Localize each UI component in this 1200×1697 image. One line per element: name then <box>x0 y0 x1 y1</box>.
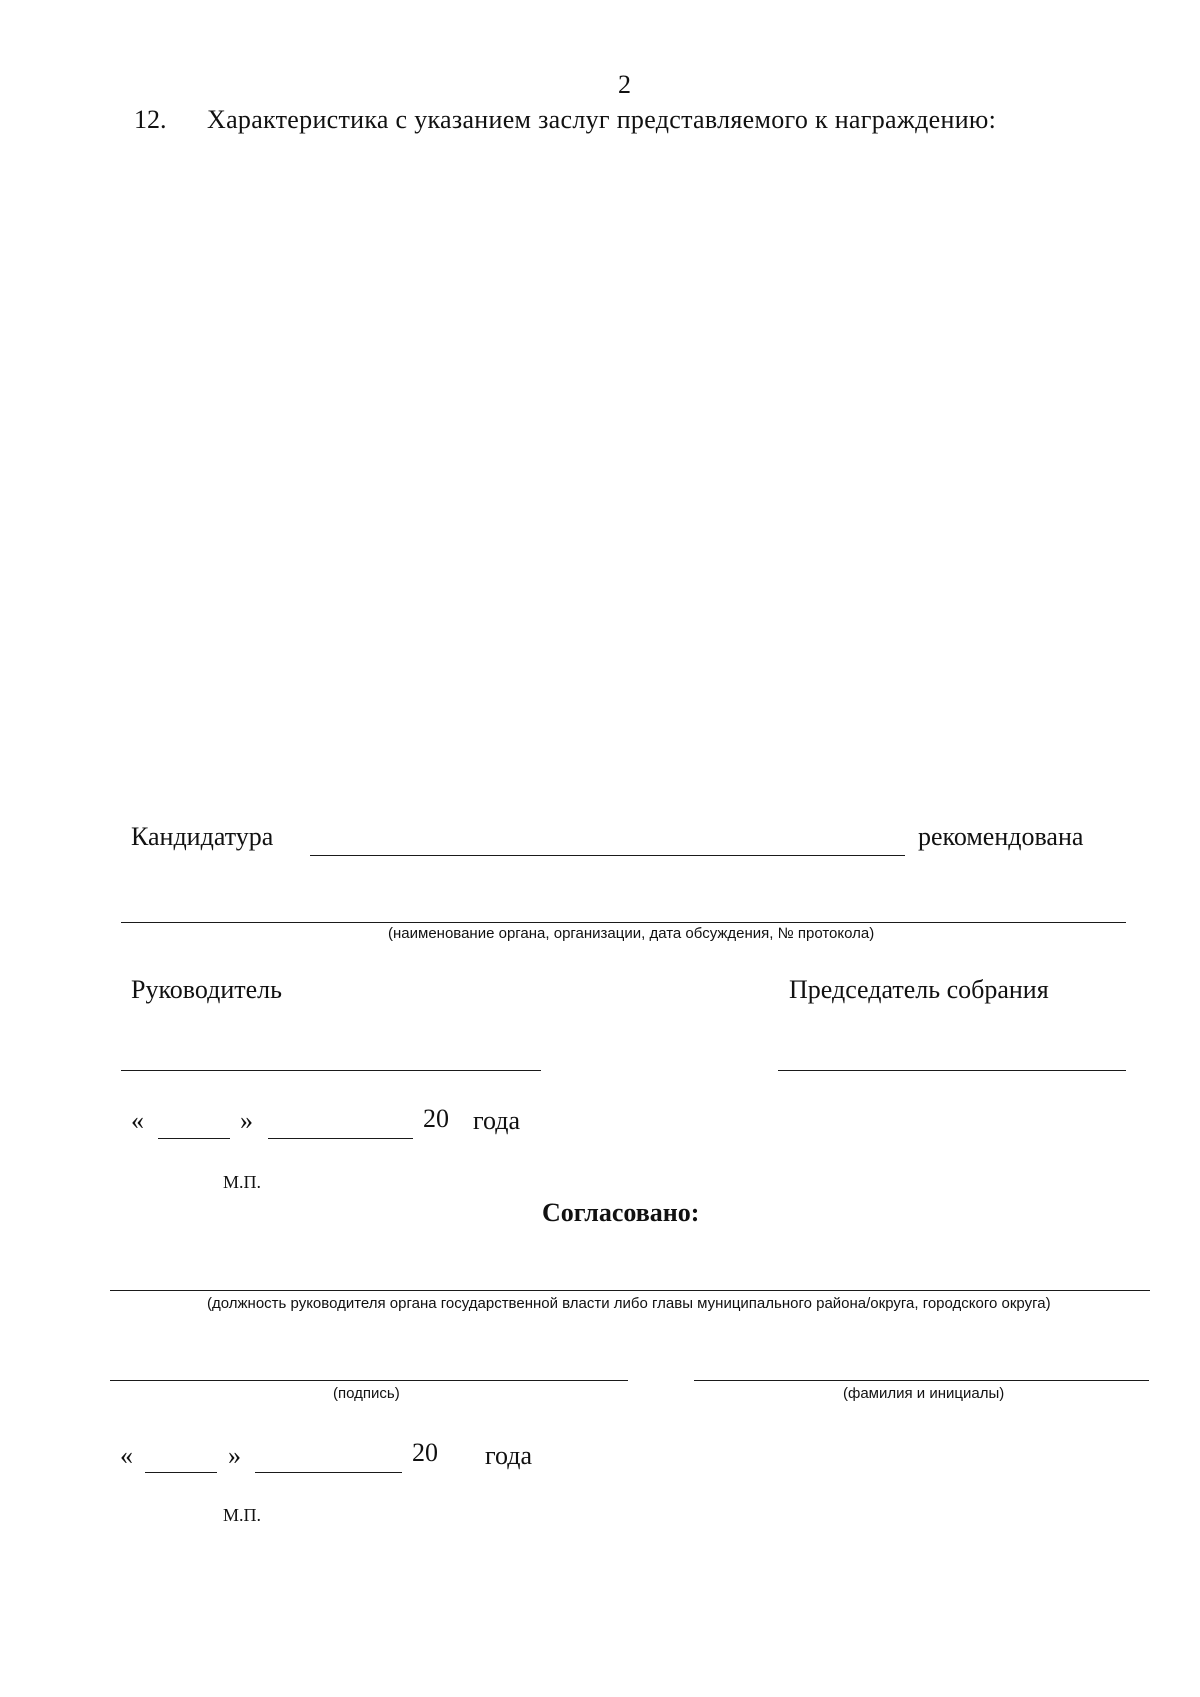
date-open-quote: « <box>131 1106 144 1135</box>
approval-signature-line[interactable] <box>110 1380 628 1381</box>
item-number: 12. <box>134 105 167 134</box>
approved-title: Согласовано: <box>542 1198 700 1227</box>
signature-caption: (подпись) <box>333 1385 400 1402</box>
year-word: года <box>473 1106 521 1135</box>
chairman-signature-line[interactable] <box>778 1070 1126 1071</box>
month-blank-line[interactable] <box>268 1138 413 1139</box>
name-caption: (фамилия и инициалы) <box>843 1385 1005 1402</box>
head-label: Руководитель <box>131 975 282 1004</box>
year2-prefix: 20 <box>412 1438 438 1467</box>
year-prefix: 20 <box>423 1104 449 1133</box>
candidacy-label: Кандидатура <box>131 822 274 851</box>
stamp2-label: М.П. <box>223 1505 262 1525</box>
date2-close-quote: » <box>228 1441 241 1470</box>
day2-blank-line[interactable] <box>145 1472 217 1473</box>
organization-caption: (наименование органа, организации, дата обсуждения, № протокола) <box>388 925 875 942</box>
organization-blank-line[interactable] <box>121 922 1126 923</box>
date2-open-quote: « <box>120 1441 133 1470</box>
page-number: 2 <box>618 70 631 99</box>
position-blank-line[interactable] <box>110 1290 1150 1291</box>
chairman-label: Председатель собрания <box>789 975 1049 1004</box>
head-signature-line[interactable] <box>121 1070 541 1071</box>
month2-blank-line[interactable] <box>255 1472 402 1473</box>
recommended-label: рекомендована <box>918 822 1084 851</box>
day-blank-line[interactable] <box>158 1138 230 1139</box>
position-caption: (должность руководителя органа государственной власти либо главы муниципального района/округа, городского округа) <box>207 1295 1051 1312</box>
year2-word: года <box>485 1441 533 1470</box>
stamp-label: М.П. <box>223 1172 262 1192</box>
approval-name-line[interactable] <box>694 1380 1149 1381</box>
date-close-quote: » <box>240 1106 253 1135</box>
candidacy-blank-line[interactable] <box>310 855 905 856</box>
item-heading: Характеристика с указанием заслуг представляемого к награждению: <box>207 105 997 134</box>
